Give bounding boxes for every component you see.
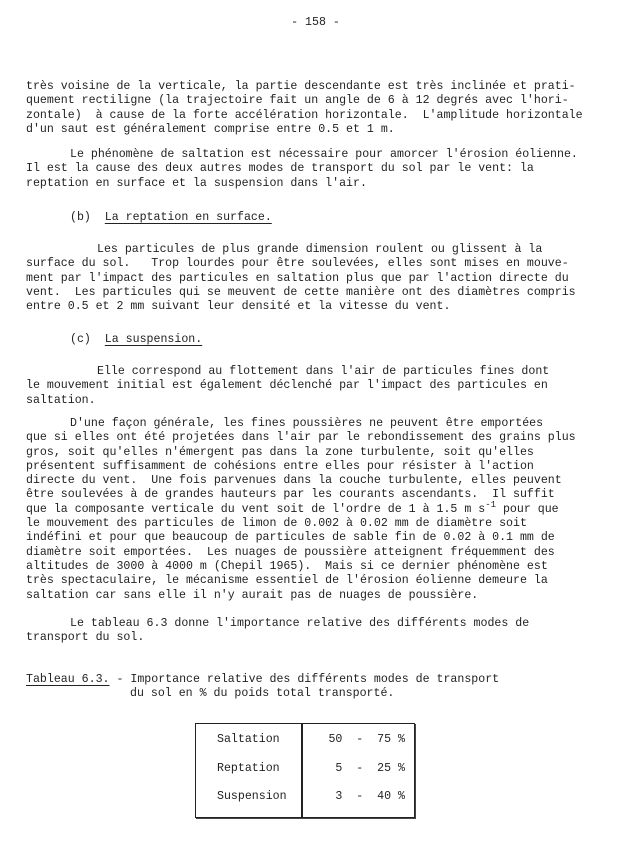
paragraph-5 — [26, 417, 576, 603]
section-label: (b) — [70, 211, 91, 224]
text-line: altitudes de 3000 à 4000 m (Chepil 1965). Mais si ce dernier phénomène est — [26, 559, 548, 573]
superscript: -1 — [485, 499, 496, 510]
text-line: surface du sol. Trop lourdes pour être soulevées, elles sont mises en mouve- — [26, 257, 569, 271]
range-cell: 50 - 75 % — [328, 733, 405, 746]
paragraph-2 — [26, 148, 578, 191]
text-line: ment par l'impact des particules en saltation plus que par l'action directe du — [26, 271, 569, 285]
text-segment: pour que — [496, 502, 559, 516]
text-line: directe du vent. Une fois parvenues dans la couche turbulente, elles peuvent — [26, 474, 562, 488]
paragraph-1 — [26, 80, 583, 137]
text-line: présentent suffisamment de cohésions entre elles pour résister à l'action — [26, 459, 534, 473]
caption-text: du sol en % du poids total transporté. — [130, 687, 395, 701]
text-line: reptation en surface et la suspension dans l'air. — [26, 176, 367, 190]
text-line: D'une façon générale, les fines poussières ne peuvent être emportées — [70, 417, 544, 430]
text-line: Les particules de plus grande dimension roulent ou glissent à la — [97, 243, 543, 256]
mode-cell: Suspension — [217, 790, 287, 803]
text-line: que si elles ont été projetées dans l'air par le rebondissement des grains plus — [26, 431, 576, 445]
range-cell: 3 - 40 % — [335, 790, 405, 803]
text-line: saltation car sans elle il n'y aurait pas de nuages de poussière. — [26, 588, 479, 602]
text-line: Il est la cause des deux autres modes de transport du sol par le vent: la — [26, 162, 534, 176]
paragraph-3 — [26, 243, 576, 314]
section-heading-c — [26, 333, 202, 347]
text-line: le mouvement initial est également déclenché par l'impact des particules en — [26, 379, 548, 393]
text-line: très spectaculaire, le mécanisme essentiel de l'érosion éolienne demeure la — [26, 574, 548, 588]
text-line: indéfini et pour que beaucoup de particules de sable fin de 0.02 à 0.1 mm de — [26, 531, 555, 545]
text-line: être soulevées à de grandes hauteurs par les courants ascendants. Il suffit — [26, 488, 555, 502]
text-line: quement rectiligne (la trajectoire fait un angle de 6 à 12 degrés avec l'hori- — [26, 94, 569, 108]
text-line: d'un saut est généralement comprise entre 0.5 et 1 m. — [26, 122, 395, 136]
text-line: vent. Les particules qui se meuvent de cette manière ont des diamètres compris — [26, 285, 576, 299]
table-row — [196, 733, 414, 753]
text-segment: que la composante verticale du vent soit de l'ordre de 1 à 1.5 m s — [26, 502, 486, 516]
mode-cell: Reptation — [217, 762, 280, 775]
text-line: Elle correspond au flottement dans l'air de particules fines dont — [97, 365, 550, 378]
text-line: gros, soit qu'elles n'émergent pas dans la zone turbulente, soit qu'elles — [26, 445, 534, 459]
table-row — [196, 790, 414, 810]
text-line: entre 0.5 et 2 mm suivant leur densité et la vitesse du vent. — [26, 300, 451, 314]
section-title: La suspension. — [104, 333, 203, 346]
page-number: - 158 - — [291, 16, 340, 29]
table-caption — [26, 673, 499, 702]
text-line: Le tableau 6.3 donne l'importance relative des différents modes de — [70, 617, 530, 630]
caption-label: Tableau 6.3. — [26, 673, 110, 686]
text-line: très voisine de la verticale, la partie descendante est très inclinée et prati- — [26, 80, 576, 93]
text-line: diamètre soit emportées. Les nuages de poussière atteignent fréquemment des — [26, 545, 555, 559]
text-line — [26, 499, 576, 517]
section-label: (c) — [70, 333, 91, 346]
text-line: saltation. — [26, 393, 96, 407]
transport-modes-table — [195, 723, 415, 818]
section-title: La reptation en surface. — [104, 211, 272, 224]
text-line: Le phénomène de saltation est nécessaire pour amorcer l'érosion éolienne. — [70, 148, 578, 161]
text-line: le mouvement des particules de limon de 0.002 à 0.02 mm de diamètre soit — [26, 517, 527, 531]
mode-cell: Saltation — [217, 733, 280, 746]
paragraph-4 — [26, 365, 549, 408]
range-cell: 5 - 25 % — [335, 762, 405, 775]
table-row — [196, 762, 414, 782]
text-line: transport du sol. — [26, 631, 145, 645]
section-heading-b — [26, 211, 272, 225]
text-line: zontale) à cause de la forte accélération horizontale. L'amplitude horizontale — [26, 108, 583, 122]
paragraph-6 — [26, 617, 529, 646]
caption-text: - Importance relative des différents modes de transport — [109, 673, 500, 686]
